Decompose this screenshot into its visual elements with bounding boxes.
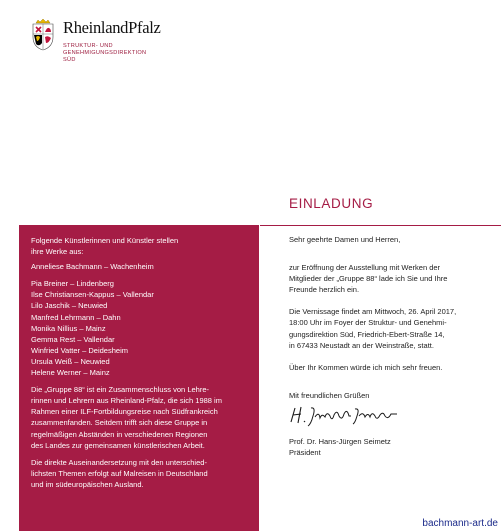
logo-subtitle <box>63 43 146 65</box>
logo-subtitle-line: SÜD <box>63 57 76 64</box>
vernissage-line: Die Vernissage findet am Mittwoch, 26. April 2017, <box>289 307 457 317</box>
salutation: Sehr geehrte Damen und Herren, <box>289 235 401 244</box>
invitation-line: Mitglieder der „Gruppe 88“ lade ich Sie und Ihre <box>289 274 448 284</box>
intro-line: ihre Werke aus: <box>31 247 84 257</box>
artists-panel-text <box>31 235 257 490</box>
coat-of-arms-icon <box>30 19 56 51</box>
group-description-line: des Landes zur gemeinsamen künstlerischen Arbeit. <box>31 440 205 450</box>
heading-divider <box>260 225 501 226</box>
group-description-line: rinnen und Lehrern aus Rheinland-Pfalz, die sich 1988 im <box>31 396 222 406</box>
artist-item: Ursula Weiß – Neuwied <box>31 356 110 366</box>
vernissage-line: in 67433 Neustadt an der Weinstraße, statt. <box>289 340 434 350</box>
signer-name: Prof. Dr. Hans-Jürgen Seimetz <box>289 437 391 447</box>
artist-item: Monika Nillius – Mainz <box>31 323 106 333</box>
artist-item: Lilo Jaschik – Neuwied <box>31 301 108 311</box>
group-description-line: Rahmen einer ILF-Fortbildungsreise nach Südfrankreich <box>31 407 218 417</box>
artist-item: Manfred Lehrmann – Dahn <box>31 312 121 322</box>
group-themes-line: Die direkte Auseinandersetzung mit den unterschied- <box>31 457 207 467</box>
group-description-line: regelmäßigen Abständen in verschiedenen Regionen <box>31 429 208 439</box>
artist-item: Winfried Vatter – Deidesheim <box>31 345 128 355</box>
artist-item: Helene Werner – Mainz <box>31 368 110 378</box>
group-themes-line: lichsten Themen erfolgt auf Malreisen in Deutschland <box>31 468 208 478</box>
vernissage-line: 18:00 Uhr im Foyer der Struktur- und Genehmi- <box>289 318 447 328</box>
signature-image <box>289 404 409 428</box>
invitation-body <box>289 234 494 458</box>
vernissage-line: gungsdirektion Süd, Friedrich-Ebert-Straße 14, <box>289 329 445 339</box>
group-themes-line: und im südeuropäischen Ausland. <box>31 479 144 489</box>
closing-line: Über Ihr Kommen würde ich mich sehr freuen. <box>289 362 443 372</box>
artist-lead: Anneliese Bachmann – Wachenheim <box>31 262 154 272</box>
invitation-heading: EINLADUNG <box>289 196 374 211</box>
artist-item: Ilse Christiansen-Kappus – Vallendar <box>31 290 154 300</box>
invitation-line: Freunde herzlich ein. <box>289 285 360 295</box>
intro-line: Folgende Künstlerinnen und Künstler stellen <box>31 236 179 245</box>
logo-subtitle-line: GENEHMIGUNGSDIREKTION <box>63 50 147 57</box>
group-description-line: Die „Gruppe 88“ ist ein Zusammenschluss von Lehre- <box>31 385 209 395</box>
watermark-text: bachmann-art.de <box>422 518 498 529</box>
invitation-line: zur Eröffnung der Ausstellung mit Werken der <box>289 263 441 273</box>
group-description-line: zusammenfanden. Seitdem trifft sich diese Gruppe in <box>31 418 208 428</box>
greeting: Mit freundlichen Grüßen <box>289 390 370 400</box>
signer-title: Präsident <box>289 448 321 458</box>
logo <box>30 16 190 76</box>
artists-panel <box>19 225 259 531</box>
logo-title: RheinlandPfalz <box>63 18 161 37</box>
artist-item: Gemma Rest – Vallendar <box>31 334 115 344</box>
logo-subtitle-line: STRUKTUR- UND <box>63 43 113 49</box>
artist-item: Pia Breiner – Lindenberg <box>31 279 114 289</box>
